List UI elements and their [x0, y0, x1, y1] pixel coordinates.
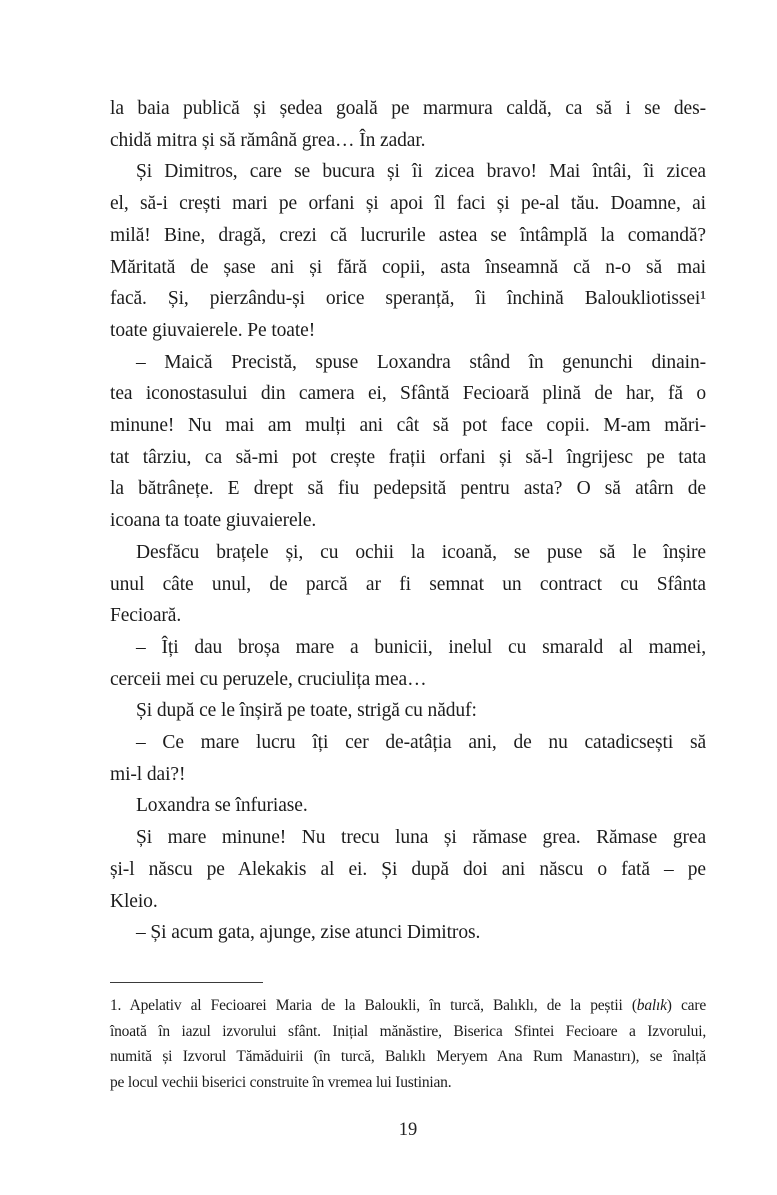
- text-line: chidă mitra și să rămână grea… În zadar.: [110, 129, 426, 151]
- text-line: Măritată de șase ani și fără copii, asta înseamnă că n-o să mai: [110, 256, 706, 278]
- text-line: Loxandra se înfuriase.: [136, 795, 308, 817]
- text-line: Și mare minune! Nu trecu luna și rămase grea. Rămase grea: [136, 827, 706, 849]
- text-line: minune! Nu mai am mulți ani cât să pot face copii. M-am mări-: [110, 415, 706, 437]
- text-line: milă! Bine, dragă, crezi că lucrurile astea se întâmplă la comandă?: [110, 224, 706, 246]
- text-line: facă. Și, pierzându-și orice speranță, îi închină Baloukliotissei¹: [110, 288, 706, 310]
- footnote-line: pe locul vechii biserici construite în vremea lui Iustinian.: [110, 1073, 452, 1091]
- footnote-line: înoată în iazul izvorului sfânt. Inițial mănăstire, Biserica Sfintei Fecioare a Izvorului,: [110, 1022, 706, 1040]
- text-line: tea iconostasului din camera ei, Sfântă Fecioară plină de har, fă o: [110, 383, 706, 405]
- text-line: Fecioară.: [110, 605, 182, 627]
- text-line: Kleio.: [110, 890, 158, 912]
- text-line: la bătrânețe. E drept să fiu pedepsită pentru asta? O să atârn de: [110, 478, 706, 500]
- text-line: Și după ce le înșiră pe toate, strigă cu năduf:: [136, 700, 477, 722]
- text-line: Și Dimitros, care se bucura și îi zicea bravo! Mai întâi, îi zicea: [136, 161, 706, 183]
- footnote-text: [110, 993, 706, 1095]
- text-line: el, să-i crești mari pe orfani și apoi îl faci și pe-al tău. Doamne, ai: [110, 193, 706, 215]
- footnote-separator-rule: [110, 982, 263, 983]
- footnote-line: numită și Izvorul Tămăduirii (în turcă, Balıklı Meryem Ana Rum Manastırı), se înalță: [110, 1048, 706, 1065]
- page-number: 19: [398, 1120, 418, 1140]
- text-line: la baia publică și ședea goală pe marmura caldă, ca să i se des-: [110, 98, 706, 119]
- text-line: – Îți dau broșa mare a bunicii, inelul cu smarald al mamei,: [136, 636, 706, 658]
- text-line: mi-l dai?!: [110, 763, 186, 785]
- text-line: Desfăcu brațele și, cu ochii la icoană, se puse să le înșire: [136, 541, 706, 563]
- text-line: cerceii mei cu peruzele, cruciulița mea…: [110, 668, 427, 690]
- footnote-line: 1. Apelativ al Fecioarei Maria de la Baloukli, în turcă, Balıklı, de la peștii (balık) care: [110, 997, 706, 1014]
- text-line: icoana ta toate giuvaierele.: [110, 510, 317, 532]
- text-line: – Și acum gata, ajunge, zise atunci Dimitros.: [136, 922, 481, 944]
- text-line: toate giuvaierele. Pe toate!: [110, 319, 316, 341]
- text-line: – Maică Precistă, spuse Loxandra stând în genunchi dinain-: [136, 351, 706, 373]
- text-line: – Ce mare lucru îți cer de-atâția ani, de nu catadicsești să: [136, 732, 706, 754]
- text-line: tat târziu, ca să-mi pot crește frații orfani și să-l îngrijesc pe tata: [110, 446, 706, 468]
- text-line: și-l născu pe Alekakis al ei. Și după doi ani născu o fată – pe: [110, 858, 706, 880]
- text-line: unul câte unul, de parcă ar fi semnat un contract cu Sfânta: [110, 573, 706, 595]
- body-text: [110, 93, 706, 949]
